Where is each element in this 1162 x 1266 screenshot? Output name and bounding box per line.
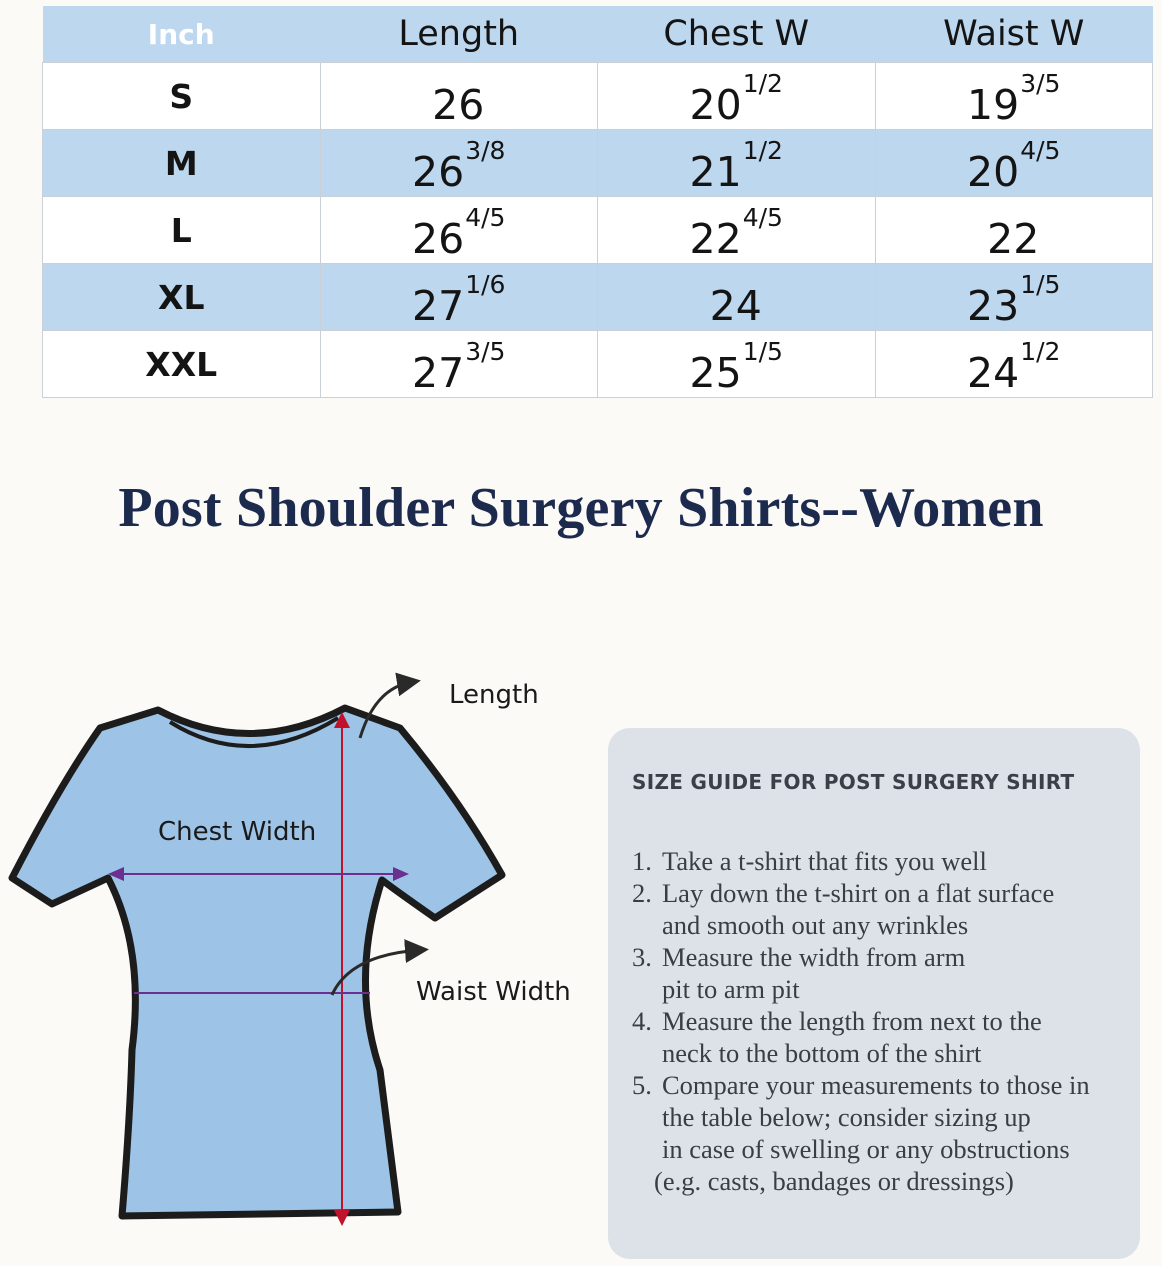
- table-header-row: [43, 6, 1153, 63]
- size-cell: M: [43, 130, 321, 197]
- whole-value: 25: [689, 349, 742, 398]
- waist-cell: [875, 331, 1153, 398]
- table-row: [43, 331, 1153, 398]
- guide-step: [632, 1069, 1090, 1101]
- guide-step-continuation: and smooth out any wrinkles: [662, 910, 969, 940]
- step-text: Take a t-shirt that fits you well: [662, 846, 987, 876]
- fraction-value: 1/5: [1020, 269, 1061, 299]
- whole-value: 21: [689, 148, 742, 197]
- fraction-value: 1/2: [742, 135, 783, 165]
- chest-cell: [598, 197, 876, 264]
- waist-cell: [875, 264, 1153, 331]
- whole-value: 22: [987, 215, 1040, 264]
- header-waist-width: Waist W: [875, 6, 1153, 63]
- waist-cell: [875, 63, 1153, 130]
- waist-cell: [875, 197, 1153, 264]
- guide-step: [632, 845, 1090, 877]
- whole-value: 24: [709, 282, 762, 331]
- length-cell: [320, 331, 598, 398]
- guide-step-continuation: in case of swelling or any obstructions: [662, 1134, 1070, 1164]
- fraction-value: 4/5: [465, 202, 506, 232]
- fraction-value: 3/5: [1020, 68, 1061, 98]
- whole-value: 19: [967, 81, 1020, 130]
- size-chart-table: [42, 6, 1153, 398]
- length-label: Length: [449, 680, 539, 710]
- waist-cell: [875, 130, 1153, 197]
- fraction-value: 3/5: [465, 336, 506, 366]
- chest-cell: [598, 130, 876, 197]
- fraction-value: 1/2: [1020, 336, 1061, 366]
- whole-value: 26: [412, 215, 465, 264]
- guide-step: [632, 941, 1090, 973]
- header-inch: Inch: [43, 6, 321, 63]
- length-cell: [320, 197, 598, 264]
- step-text: Measure the width from arm: [662, 942, 966, 972]
- waist-width-label: Waist Width: [416, 977, 571, 1007]
- length-cell: [320, 264, 598, 331]
- header-chest-width: Chest W: [598, 6, 876, 63]
- chest-cell: [598, 264, 876, 331]
- whole-value: 22: [689, 215, 742, 264]
- step-text: Lay down the t-shirt on a flat surface: [662, 878, 1055, 908]
- chest-cell: [598, 331, 876, 398]
- size-cell: L: [43, 197, 321, 264]
- whole-value: 23: [967, 282, 1020, 331]
- whole-value: 20: [967, 148, 1020, 197]
- fraction-value: 4/5: [742, 202, 783, 232]
- fraction-value: 1/5: [742, 336, 783, 366]
- shirt-diagram: [0, 650, 600, 1230]
- size-cell: XL: [43, 264, 321, 331]
- chest-width-label: Chest Width: [158, 817, 317, 847]
- guide-step-continuation: pit to arm pit: [662, 974, 800, 1004]
- size-cell: XXL: [43, 331, 321, 398]
- header-length: Length: [320, 6, 598, 63]
- chest-cell: [598, 63, 876, 130]
- size-guide-steps: [632, 845, 1090, 1197]
- table-row: [43, 197, 1153, 264]
- fraction-value: 1/6: [465, 269, 506, 299]
- step-number: 1.: [632, 846, 652, 876]
- length-cell: [320, 130, 598, 197]
- whole-value: 26: [412, 148, 465, 197]
- table-row: [43, 63, 1153, 130]
- table-row: [43, 264, 1153, 331]
- length-cell: [320, 63, 598, 130]
- whole-value: 27: [412, 282, 465, 331]
- step-text: Measure the length from next to the: [662, 1006, 1042, 1036]
- step-text: Compare your measurements to those in: [662, 1070, 1090, 1100]
- size-guide-title: SIZE GUIDE FOR POST SURGERY SHIRT: [632, 770, 1075, 794]
- fraction-value: 4/5: [1020, 135, 1061, 165]
- guide-step-continuation: neck to the bottom of the shirt: [662, 1038, 982, 1068]
- whole-value: 24: [967, 349, 1020, 398]
- step-number: 3.: [632, 942, 652, 972]
- fraction-value: 1/2: [742, 68, 783, 98]
- guide-step-continuation: the table below; consider sizing up: [662, 1102, 1031, 1132]
- fraction-value: 3/8: [465, 135, 506, 165]
- whole-value: 26: [432, 81, 485, 130]
- guide-step-continuation: (e.g. casts, bandages or dressings): [654, 1166, 1014, 1196]
- step-number: 2.: [632, 878, 652, 908]
- size-cell: S: [43, 63, 321, 130]
- whole-value: 20: [689, 81, 742, 130]
- page-title: Post Shoulder Surgery Shirts--Women: [118, 477, 1044, 539]
- guide-step: [632, 877, 1090, 909]
- shirt-shape: [12, 708, 502, 1216]
- whole-value: 27: [412, 349, 465, 398]
- step-number: 4.: [632, 1006, 652, 1036]
- guide-step: [632, 1005, 1090, 1037]
- step-number: 5.: [632, 1070, 652, 1100]
- size-guide-box: [608, 728, 1140, 1259]
- table-row: [43, 130, 1153, 197]
